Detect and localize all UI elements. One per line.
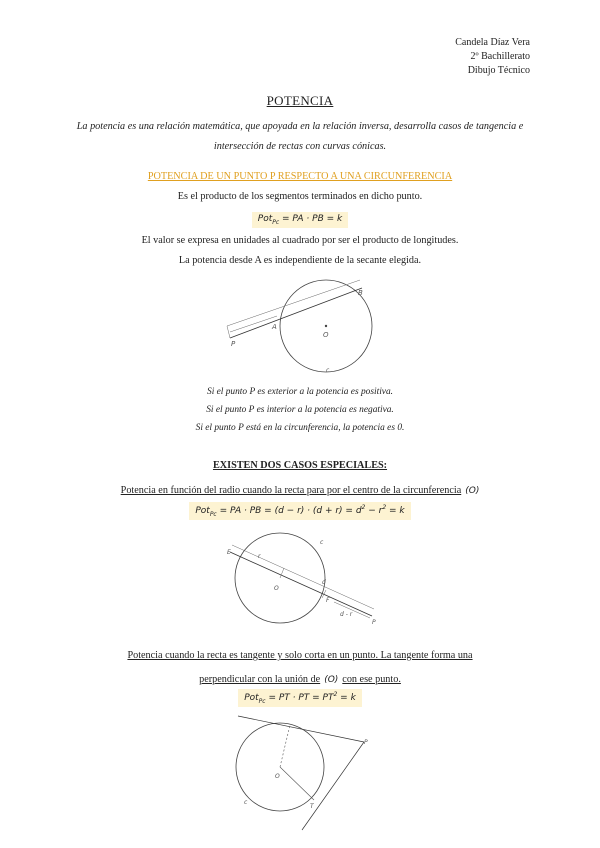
label-e: E bbox=[227, 549, 231, 556]
formula-2 bbox=[189, 502, 410, 520]
tangent-line-2 bbox=[302, 742, 364, 830]
label-o2: O bbox=[274, 585, 279, 592]
dimension-line-pb bbox=[227, 280, 360, 326]
rule-on-circle: Si el punto P está en la circunferencia, la potencia es 0. bbox=[195, 423, 405, 433]
label-b: B bbox=[358, 289, 363, 297]
formula2-sup1: 2 bbox=[361, 504, 366, 511]
label-p: P bbox=[231, 340, 236, 348]
label-dr: d - r bbox=[340, 611, 353, 618]
rule-interior: Si el punto P es interior a la potencia es negativa. bbox=[206, 405, 394, 415]
formula2-sup2: 2 bbox=[382, 504, 387, 511]
formula-sub: Pc bbox=[272, 218, 280, 226]
dimension-line-d bbox=[232, 545, 374, 609]
formula-rhs: = PA · PB = k bbox=[279, 214, 343, 224]
label-c: c bbox=[326, 367, 330, 374]
rule-exterior: Si el punto P es exterior a la potencia es positiva. bbox=[207, 387, 393, 397]
case2-text-block bbox=[0, 645, 600, 691]
label-o: O bbox=[323, 331, 329, 339]
formula-3-row bbox=[0, 687, 600, 707]
formula2-end: = k bbox=[386, 506, 405, 516]
section2-heading: EXISTEN DOS CASOS ESPECIALES: bbox=[212, 460, 388, 471]
case2-line-2a: perpendicular con la unión de bbox=[199, 674, 321, 685]
intro-paragraph bbox=[40, 117, 560, 157]
center-point bbox=[325, 325, 327, 327]
course-name: 2º Bachillerato bbox=[470, 51, 530, 62]
author-block bbox=[455, 36, 530, 78]
label-o3: O bbox=[275, 773, 280, 780]
definition-text: Es el producto de los segmentos terminados en dicho punto. bbox=[177, 191, 423, 202]
label-p3: P bbox=[364, 739, 368, 746]
formula-1 bbox=[252, 212, 348, 228]
label-a: A bbox=[272, 323, 277, 331]
formula2-sub: Pc bbox=[209, 510, 217, 518]
figure-radius bbox=[222, 530, 382, 630]
label-p2: P bbox=[372, 619, 376, 626]
formula3-rhs: = PT · PT = PT bbox=[265, 693, 334, 703]
subject-name: Dibujo Técnico bbox=[467, 65, 530, 76]
radius-ot bbox=[280, 767, 314, 800]
units-text: El valor se expresa en unidades al cuadrado por ser el producto de longitudes. bbox=[141, 235, 459, 246]
diameter-line bbox=[230, 552, 372, 616]
label-d: d bbox=[322, 579, 326, 586]
case2-paren: (O) bbox=[324, 675, 339, 685]
case1-text-row bbox=[0, 480, 600, 498]
formula3-sup: 2 bbox=[333, 691, 338, 698]
label-f: F bbox=[326, 597, 330, 604]
case1-text: Potencia en función del radio cuando la recta para por el centro de la circunferencia bbox=[120, 485, 462, 496]
label-t: T bbox=[310, 803, 314, 810]
formula-1-row bbox=[0, 208, 600, 228]
formula-2-row bbox=[0, 500, 600, 520]
formula3-pot: Pot bbox=[244, 693, 259, 703]
intro-line-2: intersección de rectas con curvas cónicas. bbox=[213, 141, 387, 152]
formula-3 bbox=[238, 689, 362, 707]
figure-tangent bbox=[232, 712, 382, 837]
page-title: POTENCIA bbox=[266, 93, 334, 108]
formula-pot: Pot bbox=[257, 214, 273, 224]
formula2-mid: − r bbox=[365, 506, 383, 516]
figure-secant bbox=[222, 278, 382, 378]
radius-dashed bbox=[280, 725, 290, 767]
case2-line-2b: con ese punto. bbox=[342, 674, 401, 685]
tangent-line-1 bbox=[238, 716, 364, 742]
intro-line-1: La potencia es una relación matemática, que apoyada en la relación inversa, desarrolla casos de tangencia e bbox=[76, 121, 524, 132]
author-name: Candela Díaz Vera bbox=[455, 37, 530, 48]
case2-line-1: Potencia cuando la recta es tangente y solo corta en un punto. La tangente forma una bbox=[127, 650, 473, 661]
label-r: r bbox=[258, 553, 261, 560]
formula2-rhs: = PA · PB = (d − r) · (d + r) = d bbox=[216, 506, 362, 516]
formula3-end: = k bbox=[337, 693, 356, 703]
label-c2: c bbox=[320, 539, 324, 546]
formula3-sub: Pc bbox=[258, 697, 266, 705]
independence-text: La potencia desde A es independiente de la secante elegida. bbox=[178, 255, 422, 266]
case1-paren: (O) bbox=[465, 486, 480, 496]
rules-list bbox=[0, 383, 600, 437]
dim-tick-p bbox=[227, 326, 230, 338]
formula2-pot: Pot bbox=[195, 506, 210, 516]
secant-line bbox=[230, 288, 362, 338]
section1-heading: POTENCIA DE UN PUNTO P RESPECTO A UNA CIRCUNFERENCIA bbox=[147, 171, 453, 182]
dimension-line-pa bbox=[230, 316, 277, 332]
label-c3: c bbox=[244, 799, 248, 806]
